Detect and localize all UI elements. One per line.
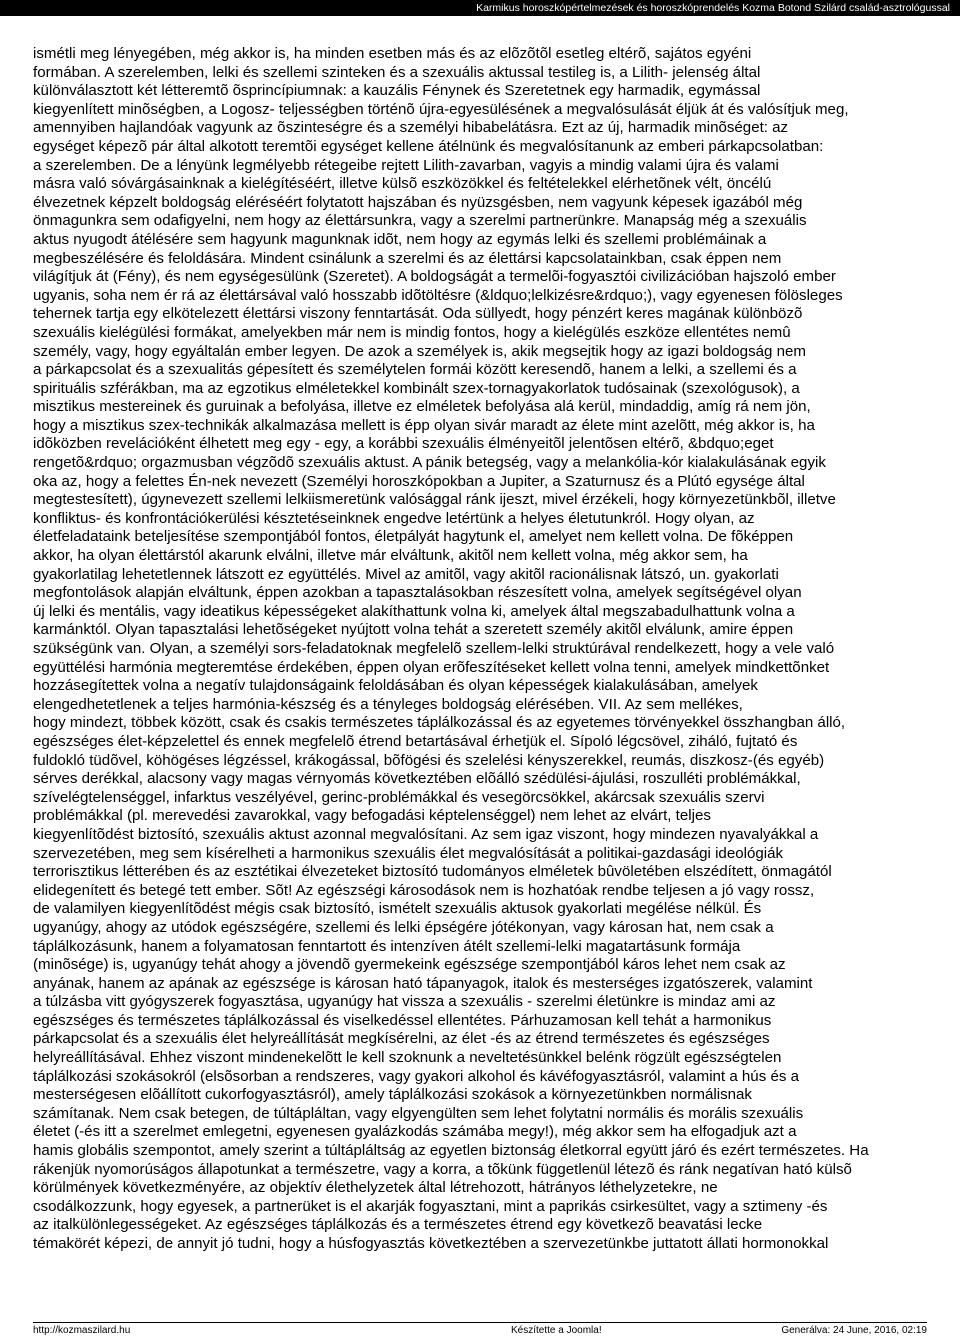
body-line: kiegyenlítõdést biztosító, szexuális aktust azonnal megvalósítani. Az sem igaz viszont, hogy mindezen nyavalyákkal a [33, 825, 819, 843]
body-line: spirituális szférákban, ma az egzotikus elméletekkel kombinált szex-tornagyakorlatok tudósainak (szexológusok), a [33, 379, 800, 397]
body-line: a túlzásba vitt gyógyszerek fogyasztása, ugyanúgy hat vissza a szexuális - szerelmi életünkre is mindaz ami az [33, 993, 776, 1011]
body-line: problémákkal (pl. merevedési zavarokkal, vagy befogadási képtelenséggel) nem lehet az elvárt, teljes [33, 807, 711, 825]
body-line: akkor, ha olyan élettárstól akarunk elválni, illetve már elváltunk, akitõl nem kellett volna, még akkor sem, ha [33, 547, 748, 565]
body-line: új lelki és mentális, vagy ideatikus képességeket alakíthattunk volna ki, amelyek által megszabadulhattunk volna a [33, 602, 795, 620]
body-line: formában. A szerelemben, lelki és szellemi szinteken és a szexuális aktussal testileg is, a Lilith- jelenség által [33, 63, 761, 81]
body-line: táplálkozási szokásokról (elsõsorban a rendszeres, vagy gyakori alkohol és kávéfogyasztásról, valamint a hús és a [33, 1067, 799, 1085]
body-line: (minõsége) is, ugyanúgy tehát ahogy a jövendõ gyermekeink egészsége szempontjából káros lehet nem csak az [33, 956, 786, 974]
body-line: megtestesített), úgynevezett szellemi lelkiismeretünk valósággal ránk ijeszt, mivel érzékeli, hogy környezetünkbõl, illetve [33, 491, 836, 509]
footer-credit: Készítette a Joomla! [511, 1325, 602, 1336]
body-line: szervezetében, meg sem kísérelheti a harmonikus szexuális élet megvalósítását a politikai-gazdasági ideológiák [33, 844, 784, 862]
body-line: de valamilyen kiegyenlítõdést mégis csak biztosító, ismételt szexuális aktusok gyakorlati megélése nélkül. És [33, 900, 762, 918]
body-line: egészséges és természetes táplálkozással és viselkedéssel ellentétes. Párhuzamosan kell tehát a harmonikus [33, 1011, 772, 1029]
body-line: megfontolások alapján elváltunk, éppen azokban a tapasztalásokban részesített volna, amelyek segítségével olyan [33, 584, 802, 602]
footer-site-link[interactable]: http://kozmaszilard.hu [33, 1325, 131, 1336]
body-line: ugyanúgy, ahogy az utódok egészségére, szellemi és lelki épségére jótékonyan, vagy károsan hat, nem csak a [33, 918, 774, 936]
body-line: világítjuk át (Fény), és nem egységesülünk (Szeretet). A boldogságát a termelõi-fogyasztói civilizációban hajszoló ember [33, 268, 836, 286]
body-line: szexuális kielégülési formákat, amelyekben már nem is mindig fontos, hogy a kielégülés eszköze ellentétes nemû [33, 323, 791, 341]
body-line: az italkülönlegességeket. Az egészséges táplálkozás és a természetes étrend egy következõ beavatási lecke [33, 1216, 763, 1234]
header-title: Karmikus horoszkópértelmezések és horoszkóprendelés Kozma Botond Szilárd család-asztrológussal [476, 2, 950, 14]
body-line: egészséges élet-képzelettel és ennek megfelelõ étrend betartásával érhetjük el. Sípoló légcsövel, ziháló, fujtató és [33, 732, 798, 750]
body-line: sérves derékkal, alacsony vagy magas vérnyomás következtében elõálló szédülési-ájulási, roszulléti problémákkal, [33, 770, 801, 788]
body-line: konfliktus- és konfrontációkerülési késztetéseinknek engedve letértünk a helyes életutunkról. Hogy olyan, az [33, 509, 755, 527]
body-line: hozzásegítettek volna a negatív tulajdonságaink feloldásában és olyan képességek kialakulásában, amelyek [33, 677, 758, 695]
body-line: ismétli meg lényegében, még akkor is, ha minden esetben más és az elõzõtõl esetleg eltérõ, sajátos egyéni [33, 45, 752, 62]
body-line: oka az, hogy a felettes Én-nek nevezett (Személyi horoszkópokban a Jupiter, a Szaturnusz és a Plútó egysége által [33, 472, 805, 490]
body-line: karmánktól. Olyan tapasztalási lehetõségeket nyújtott volna tehát a szeretett személy akitõl elválunk, amire éppen [33, 621, 794, 639]
body-line: szívelégtelenséggel, infarktus veszélyével, gerinc-problémákkal és vesegörcsökkel, akárcsak szexuális szervi [33, 788, 765, 806]
article-body [33, 45, 927, 1254]
body-line: hamis globális szempontot, amely szerint a túltápláltság az egyetlen biztonság életkorral együtt járó és ezért természetes. Ha [33, 1142, 869, 1160]
body-line: témakörét képezi, de annyit jó tudni, hogy a húsfogyasztás következtében a szervezetünkbe juttatott állati hormonokkal [33, 1235, 829, 1252]
body-line: egységet képezõ pár által alkotott teremtõi egységet kellene átélnünk és megvalósítanunk az emberi párkapcsolatban: [33, 137, 824, 155]
document-header [0, 0, 960, 16]
body-line: elidegenített és betegé tett ember. Sõt! Az egészségi károsodások nem is hozhatóak rendbe teljesen a jó vagy rossz, [33, 881, 815, 899]
body-line: hogy a misztikus szex-technikák alkalmazása mellett is épp olyan sivár maradt az élete mint azelõtt, még akkor is, ha [33, 416, 815, 434]
body-line: együttélési harmónia megteremtése érdekében, éppen olyan erõfeszítéseket kellett volna tenni, amelyek mindkettõnket [33, 658, 830, 676]
body-line: táplálkozásunk, hanem a folyamatosan fenntartott és intenzíven átélt szellemi-lelki magatartásunk formája [33, 937, 741, 955]
body-line: párkapcsolat és a szexuális élet helyreállítását megkísérelni, az élet -és az étrend természetes és egészséges [33, 1030, 770, 1048]
body-line: kiegyenlített minõségben, a Logosz- teljességben történõ újra-egyesülésének a megvalósulását éljük át és valósítjuk meg, [33, 100, 849, 118]
body-line: elengedhetetlenek a teljes harmónia-készség és a tényleges boldogság elérésében. VII. Az sem mellékes, [33, 695, 743, 713]
body-line: aktus nyugodt átélésére sem hagyunk magunknak idõt, nem hogy az egymás lelki és szellemi problémáinak a [33, 230, 767, 248]
body-line: életet (-és itt a szerelmet emlegetni, egyenesen gyalázkodás számába megy!), még akkor sem ha elfogadjuk azt a [33, 1123, 797, 1141]
body-line: a szerelemben. De a lényünk legmélyebb rétegeibe rejtett Lilith-zavarban, vagyis a mindig valami újra és valami [33, 156, 779, 174]
body-line: mesterségesen elõállított cukorfogyasztásról), amely táplálkozási szokások a környezetünkben normálisnak [33, 1086, 752, 1104]
body-line: terrorisztikus létterében és az esztétikai élvezeteket biztosító tudományos elméletek bûvöletében elszédített, önmagától [33, 863, 832, 881]
body-line: idõközben revelációként élhetett meg egy - egy, a korábbi szexuális élményeitõl jelentõsen eltérõ, &bdquo;eget [33, 435, 774, 453]
body-line: fuldokló tüdõvel, köhögéses légzéssel, krákogással, bõfögési és szelelési kényszerekkel, reumás, diszkosz-(és egyéb) [33, 751, 825, 769]
body-line: tehernek tartja egy elkötelezett élettársi viszony fenntartását. Oda süllyedt, hogy pénzért keres magának különbözõ [33, 305, 803, 323]
body-line: személy, vagy, hogy egyáltalán ember legyen. De azok a személyek is, akik megsejtik hogy az igazi boldogság nem [33, 342, 806, 360]
body-line: csodálkozzunk, hogy egyesek, a partnerüket is el akarják fogyasztani, mint a paprikás csirkesültet, vagy a sztimeny -és [33, 1197, 828, 1215]
body-line: gyakorlatilag lehetetlennek látszott ez együttélés. Mivel az amitõl, vagy akitõl racionálisnak látszó, un. gyakorlati [33, 565, 779, 583]
body-line: ugyanis, soha nem ér rá az élettársával való hosszabb idõtöltésre (&ldquo;lelkizésre&rdquo;), vagy egyenesen fölösleges [33, 286, 843, 304]
body-line: szükségünk van. Olyan, a személyi sors-feladatoknak megfelelõ szellem-lelki struktúrával rendelkezett, hogy a vele való [33, 640, 835, 657]
body-line: számítanak. Nem csak betegen, de túltápláltan, vagy elgyengülten sem lehet folytatni normális és morális szexuális [33, 1104, 804, 1122]
body-line: önmagunkra sem odafigyelni, nem hogy az élettársunkra, vagy a szerelmi partnerünkre. Manapság még a szexuális [33, 212, 807, 230]
body-line: rákenjük nyomorúságos állapotunkat a természetre, vagy a korra, a tõkünk függetlenül létezõ és ránk negatívan ható külsõ [33, 1160, 852, 1178]
body-line: hogy mindezt, többek között, csak és csakis természetes táplálkozással és az egyetemes törvényekkel összhangban álló, [33, 714, 846, 732]
body-line: körülmények következményére, az objektív élethelyzetek által létrehozott, hátrányos léthelyzetekre, ne [33, 1179, 718, 1197]
body-line: amennyiben hajlandóak vagyunk az õszinteségre és a személyi hibabelátásra. Ezt az új, harmadik minõséget: az [33, 119, 789, 137]
footer-generated-date: Generálva: 24 June, 2016, 02:19 [781, 1325, 927, 1336]
body-line: életfeladataink beteljesítése szempontjából fontos, életpályát hagytunk el, amelyet nem kellett volna. De fõképpen [33, 528, 794, 546]
body-line: másra való sóvárgásainknak a kielégítéséért, illetve külsõ eszközökkel és feltételekkel elérhetõnek vélt, öncélú [33, 175, 772, 193]
footer-divider [33, 1322, 927, 1323]
body-line: rengetõ&rdquo; orgazmusban végzõdõ szexuális aktust. A pánik betegség, vagy a melankólia-kór kialakulásának egyik [33, 454, 826, 472]
body-line: megbeszélésére és feloldására. Mindent csinálunk a szerelmi és az élettársi kapcsolatainkban, csak éppen nem [33, 249, 782, 267]
body-line: a párkapcsolat és a szexualitás gépesített és személytelen formái között keresendõ, hanem a lelki, a szellemi és a [33, 361, 797, 379]
body-line: különválasztott két létteremtõ õsprincípiumnak: a kauzális Fénynek és Szeretetnek egy harmadik, egymással [33, 82, 761, 100]
body-line: misztikus mestereinek és guruinak a befolyása, illetve ez elméletek befolyása alá kerül, mindaddig, amíg rá nem jön, [33, 398, 811, 416]
body-line: élvezetnek képzelt boldogság eléréséért folytatott hajszában és nyüzsgésben, nem vagyunk képesek igazából még [33, 193, 803, 211]
document-footer [33, 1325, 927, 1337]
body-line: helyreállításával. Ehhez viszont mindenekelõtt le kell szoknunk a neveltetésünkkel belénk rögzült egészségtelen [33, 1049, 782, 1067]
body-line: anyának, hanem az apának az egészsége is károsan ható tápanyagok, italok és mesterséges izgatószerek, valamint [33, 974, 813, 992]
